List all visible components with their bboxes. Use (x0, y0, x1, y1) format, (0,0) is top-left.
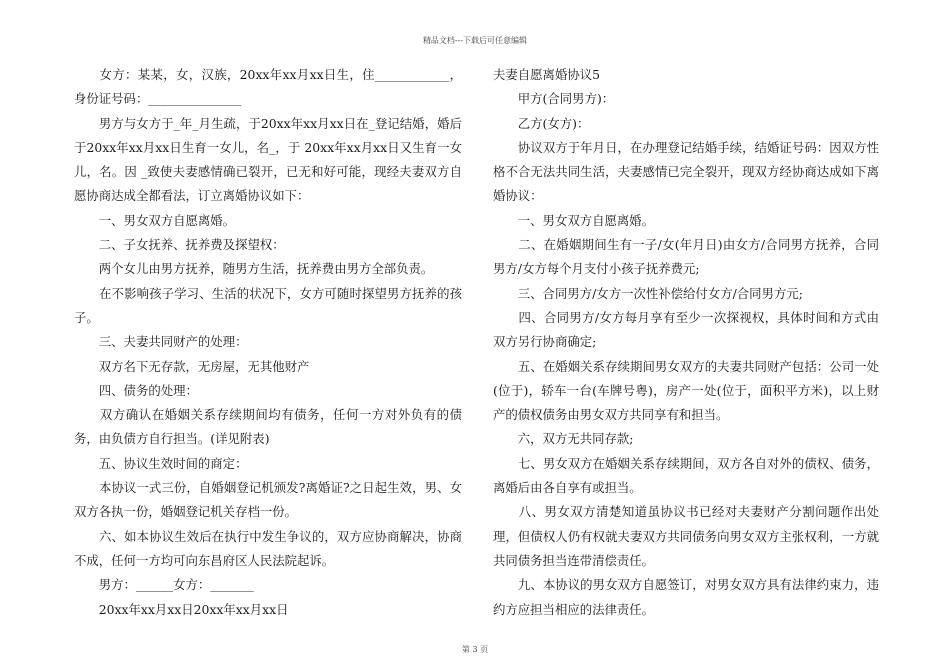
date-line: 20xx年xx月xx日20xx年xx月xx日 (74, 601, 289, 617)
paragraph: 九、本协议的男女双方自愿签订，对男女双方具有法律约束力，违约方应担当相应的法律责任。 (493, 577, 879, 617)
paragraph: 两个女儿由男方抚养，随男方生活，抚养费由男方全部负责。 (74, 261, 434, 277)
signature-line: 男方：______女方：_______ (74, 577, 254, 593)
paragraph: 三、合同男方/女方一次性补偿给付女方/合同男方元; (493, 285, 803, 301)
paragraph: 男方与女方于_年_月生疏，于20xx年xx月xx日在_登记结婚，婚后于20xx年xx月xx日生育一女儿，名_，于 20xx年xx月xx日又生育一女儿，名。因 _致使夫妻感情确已裂开，已无和好可能，现经夫妻双方自愿协商达成全都看法，订立离婚协议如下： (74, 115, 462, 204)
paragraph: 四、合同男方/女方每月享有至少一次探视权，具体时间和方式由双方另行协商确定; (493, 309, 879, 350)
paragraph: 七、男女双方在婚姻关系存续期间，双方各自对外的债权、债务，离婚后由各自享有或担当。 (493, 455, 879, 496)
paragraph: 六，双方无共同存款; (493, 431, 634, 447)
paragraph: 在不影响孩子学习、生活的状况下，女方可随时探望男方抚养的孩子。 (74, 285, 462, 325)
paragraph: 甲方(合同男方)： (493, 91, 615, 107)
paragraph: 一、男女双方自愿离婚。 (74, 212, 236, 228)
paragraph: 五、在婚姻关系存续期间男女双方的夫妻共同财产包括：公司一处(位于)，轿车一台(车牌号粤)，房产一处(位于，面积平方米)，以上财产的债权债务由男女双方共同享有和担当。 (493, 358, 879, 423)
paragraph: 二、子女抚养、抚养费及探望权： (74, 237, 285, 253)
paragraph: 双方名下无存款，无房屋，无其他财产 (74, 358, 310, 374)
paragraph: 八、男女双方清楚知道虽协议书已经对夫妻财产分割问题作出处理，但债权人仍有权就夫妻双方共同债务向男女双方主张权利，一方就共同债务担当连带清偿责任。 (493, 504, 879, 568)
left-column (74, 63, 462, 622)
paragraph: 一、男女双方自愿离婚。 (493, 212, 655, 228)
page-header: 精品文档---下载后可任意编辑 (422, 36, 528, 45)
page-number: 第 3 页 (461, 645, 489, 654)
paragraph: 乙方(女方)： (493, 115, 590, 131)
paragraph: 四、债务的处理： (74, 382, 198, 398)
paragraph: 协议双方于年月日，在办理登记结婚手续，结婚证号码：因双方性格不合无法共同生活，夫妻感情已完全裂开，现双方经协商达成如下离婚协议： (493, 139, 879, 204)
paragraph: 二、在婚姻期间生有一子/女(年月日)由女方/合同男方抚养，合同男方/女方每个月支付小孩子抚养费元; (493, 237, 879, 277)
section-title: 夫妻自愿离婚协议5 (493, 67, 601, 82)
paragraph: 女方：某某，女，汉族，20xx年xx月xx日生，住____________，身份证号码：_______________ (74, 67, 462, 107)
paragraph: 三、夫妻共同财产的处理： (74, 334, 248, 350)
right-column (493, 63, 879, 622)
paragraph: 五、协议生效时间的商定： (74, 455, 248, 471)
paragraph: 六、如本协议生效后在执行中发生争议的，双方应协商解决，协商不成，任何一方均可向东昌府区人民法院起诉。 (74, 528, 462, 568)
paragraph: 双方确认在婚姻关系存续期间均有债务，任何一方对外负有的债务，由负债方自行担当。(详见附表) (74, 407, 462, 447)
paragraph: 本协议一式三份，自婚姻登记机颁发?离婚证?之日起生效，男、女双方各执一份，婚姻登记机关存档一份。 (74, 480, 462, 520)
